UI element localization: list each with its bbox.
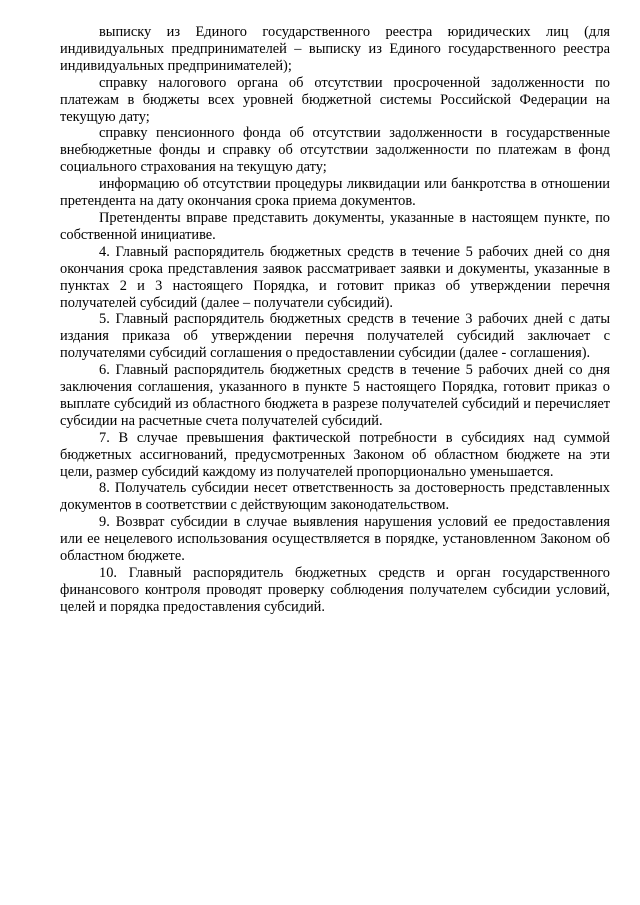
paragraph-clause-7: 7. В случае превышения фактической потребности в субсидиях над суммой бюджетных ассигнований, предусмотренных Законом об областном бюджете на эти цели, размер субсидий каждому из получателей пропорционально уменьшается. xyxy=(60,429,610,480)
paragraph-tax-certificate: справку налогового органа об отсутствии просроченной задолженности по платежам в бюджеты всех уровней бюджетной системы Российской Федерации на текущую дату; xyxy=(60,74,610,125)
paragraph-own-initiative: Претенденты вправе представить документы, указанные в настоящем пункте, по собственной инициативе. xyxy=(60,209,610,243)
paragraph-liquidation-info: информацию об отсутствии процедуры ликвидации или банкротства в отношении претендента на дату окончания срока приема документов. xyxy=(60,176,610,210)
paragraph-clause-9: 9. Возврат субсидии в случае выявления нарушения условий ее предоставления или ее нецелевого использования осуществляется в порядке, установленном Законом об областном бюджете. xyxy=(60,514,610,565)
paragraph-clause-4: 4. Главный распорядитель бюджетных средств в течение 5 рабочих дней со дня окончания срока представления заявок рассматривает заявки и документы, указанные в пунктах 2 и 3 настоящего Порядка, и готовит приказ об утверждении перечня получателей субсидий (далее – получатели субсидий). xyxy=(60,243,610,311)
paragraph-pension-certificate: справку пенсионного фонда об отсутствии задолженности в государственные внебюджетные фонды и справку об отсутствии задолженности по платежам в фонд социального страхования на текущую дату; xyxy=(60,125,610,176)
paragraph-clause-5: 5. Главный распорядитель бюджетных средств в течение 3 рабочих дней с даты издания приказа об утверждении перечня получателей субсидий заключает с получателями субсидий соглашения о предоставлении субсидии (далее - соглашения). xyxy=(60,311,610,362)
paragraph-clause-8: 8. Получатель субсидии несет ответственность за достоверность представленных документов в соответствии с действующим законодательством. xyxy=(60,480,610,514)
paragraph-clause-10: 10. Главный распорядитель бюджетных средств и орган государственного финансового контроля проводят проверку соблюдения получателем субсидии условий, целей и порядка предоставления субсидий. xyxy=(60,565,610,615)
document-page xyxy=(60,24,610,616)
paragraph-clause-6: 6. Главный распорядитель бюджетных средств в течение 5 рабочих дней со дня заключения соглашения, указанного в пункте 5 настоящего Порядка, готовит приказ о выплате субсидий из областного бюджета в разрезе получателей субсидий и перечисляет субсидии на расчетные счета получателей субсидий. xyxy=(60,362,610,429)
paragraph-extract-registry: выписку из Единого государственного реестра юридических лиц (для индивидуальных предпринимателей – выписку из Единого государственного реестра индивидуальных предпринимателей); xyxy=(60,24,610,74)
